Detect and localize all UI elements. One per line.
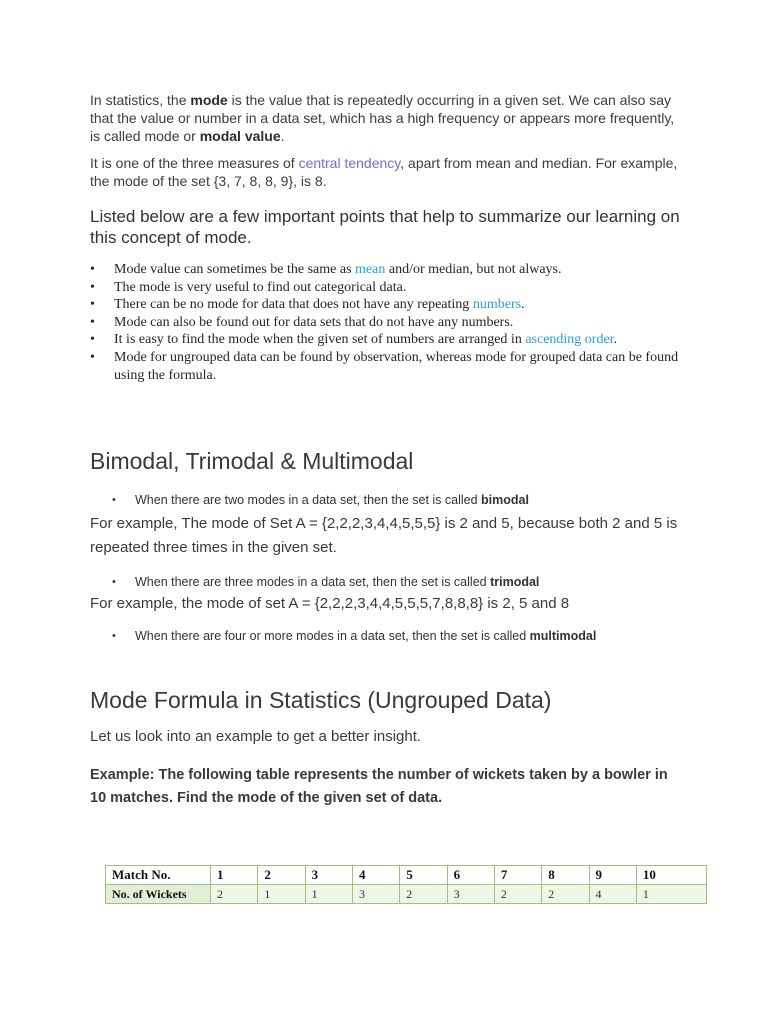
- term-bimodal: bimodal: [481, 493, 529, 508]
- article-body: [90, 91, 680, 810]
- table-header-cell: 6: [447, 866, 494, 885]
- table-cell: 4: [589, 885, 636, 904]
- bimodal-list: [90, 492, 680, 508]
- trimodal-example: For example, the mode of set A = {2,2,2,3,4,4,5,5,5,7,8,8,8} is 2, 5 and 8: [90, 595, 570, 613]
- table-header-cell: 1: [211, 866, 258, 885]
- bimodal-example: For example, The mode of Set A = {2,2,2,3,4,4,5,5,5} is 2 and 5, because both 2 and 5 is repeated three times in the given set.: [90, 515, 678, 557]
- term-trimodal: trimodal: [490, 575, 540, 590]
- table-cell: 2: [494, 885, 541, 904]
- intro-paragraph-2: [90, 154, 680, 190]
- summary-points-list: [90, 261, 680, 384]
- table-row: [106, 885, 707, 904]
- term-modal-value: modal value: [199, 128, 281, 144]
- table-header-cell: 2: [258, 866, 305, 885]
- text: It is one of the three measures of: [90, 155, 299, 171]
- table-header-cell: 7: [494, 866, 541, 885]
- list-item: • Mode value can sometimes be the same as mean and/or median, but not always.: [90, 261, 680, 279]
- intro-paragraph-1: [90, 91, 680, 145]
- section-heading-mode-formula: Mode Formula in Statistics (Ungrouped Data): [90, 687, 552, 714]
- list-item: • Mode can also be found out for data sets that do not have any numbers.: [90, 314, 680, 332]
- table-cell: No. of Wickets: [106, 885, 211, 904]
- list-item: • There can be no mode for data that does not have any repeating numbers.: [90, 296, 680, 314]
- table-header-cell: 3: [305, 866, 352, 885]
- table-cell: 2: [400, 885, 447, 904]
- term-mode: mode: [190, 92, 228, 108]
- table-header-cell: Match No.: [106, 866, 211, 885]
- table-header-cell: 4: [352, 866, 399, 885]
- numbers-link[interactable]: numbers: [472, 297, 522, 313]
- wickets-table: [105, 865, 707, 904]
- table-cell: 3: [352, 885, 399, 904]
- section-heading-bimodal: Bimodal, Trimodal & Multimodal: [90, 448, 414, 475]
- list-item: • When there are two modes in a data set, then the set is called bimodal: [90, 492, 680, 508]
- list-item: • When there are three modes in a data set, then the set is called trimodal: [90, 574, 680, 590]
- example-intro: Let us look into an example to get a better insight.: [90, 728, 422, 746]
- table-header-cell: 5: [400, 866, 447, 885]
- table-row: [106, 866, 707, 885]
- table-cell: 3: [447, 885, 494, 904]
- table-header-cell: 10: [636, 866, 706, 885]
- table-cell: 2: [211, 885, 258, 904]
- table-cell: 2: [542, 885, 589, 904]
- list-item: • Mode for ungrouped data can be found by observation, whereas mode for grouped data can be found using the formula.: [90, 349, 680, 384]
- text: is the value that is repeatedly occurring in a given set. We can also say that the value or number in a data set, which has a high frequency or appears more frequently, is called mode or: [90, 92, 675, 144]
- list-item: • When there are four or more modes in a data set, then the set is called multimodal: [90, 628, 680, 644]
- summary-heading: Listed below are a few important points that help to summarize our learning on this concept of mode.: [90, 207, 680, 247]
- central-tendency-link[interactable]: central tendency: [298, 155, 401, 171]
- text: In statistics, the: [90, 92, 191, 108]
- mean-link[interactable]: mean: [355, 262, 386, 277]
- table-header-cell: 8: [542, 866, 589, 885]
- list-item: • It is easy to find the mode when the given set of numbers are arranged in ascending order.: [90, 331, 680, 349]
- text: .: [280, 128, 285, 144]
- trimodal-list: [90, 574, 680, 590]
- text: , apart from mean and median. For example, the mode of the set {3, 7, 8, 8, 9}, is 8.: [90, 155, 678, 189]
- example-question: Example: The following table represents the number of wickets taken by a bowler in 10 matches. Find the mode of the given set of data.: [90, 767, 668, 807]
- table-cell: 1: [636, 885, 706, 904]
- table-header-cell: 9: [589, 866, 636, 885]
- table-cell: 1: [305, 885, 352, 904]
- ascending-order-link[interactable]: ascending order: [525, 332, 614, 348]
- list-item: • The mode is very useful to find out categorical data.: [90, 279, 680, 297]
- multimodal-list: [90, 628, 680, 644]
- term-multimodal: multimodal: [529, 629, 597, 644]
- table-cell: 1: [258, 885, 305, 904]
